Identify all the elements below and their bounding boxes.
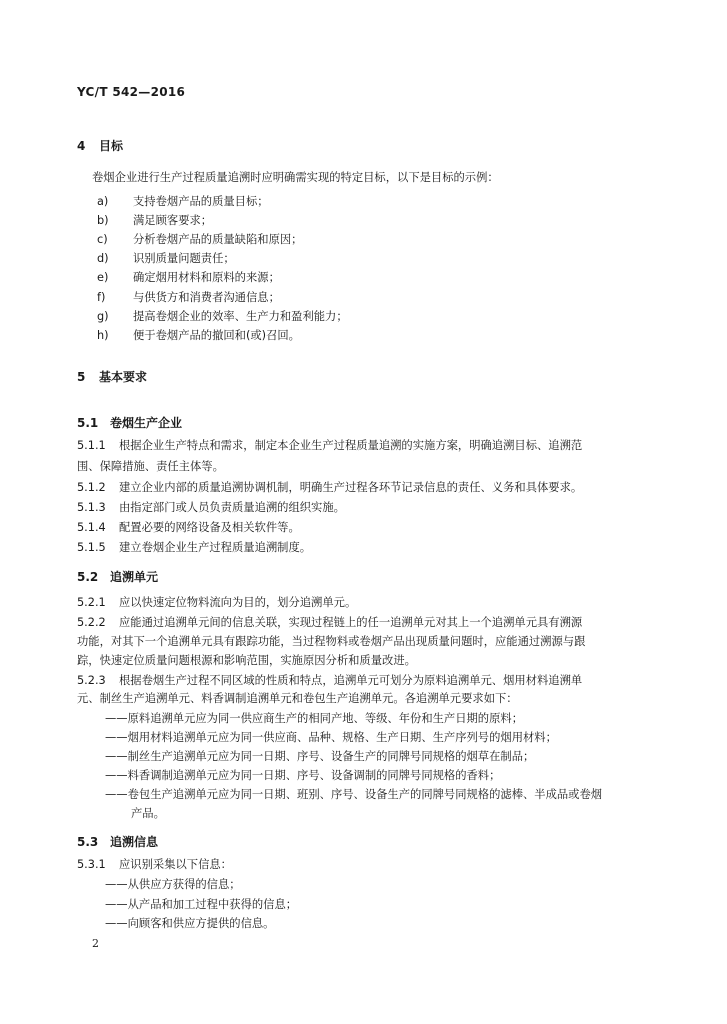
clause-number: 5.1.1 — [77, 439, 106, 452]
dash-item: ——料香调制追溯单元应为同一日期、序号、设备调制的同牌号同规格的香料； — [105, 769, 501, 782]
list-item-label: d) — [97, 252, 109, 265]
clause-number: 5.2.1 — [77, 596, 106, 609]
clause-text: 建立卷烟企业生产过程质量追溯制度。 — [119, 541, 312, 554]
list-item-text: 提高卷烟企业的效率、生产力和盈利能力； — [133, 310, 348, 323]
standard-code: YC/T 542—2016 — [77, 85, 186, 99]
section-title: 目标 — [99, 139, 124, 153]
section-number: 4 — [77, 139, 86, 153]
page-number: 2 — [92, 937, 99, 950]
clause-text: 应能通过追溯单元间的信息关联，实现过程链上的任一追溯单元对其上一个追溯单元具有溯源 — [119, 616, 583, 629]
section-4-intro: 卷烟企业进行生产过程质量追溯时应明确需实现的特定目标，以下是目标的示例： — [92, 171, 499, 184]
list-item-label: a) — [97, 195, 109, 208]
list-item-label: b) — [97, 214, 109, 227]
list-item-label: g) — [97, 310, 109, 323]
clause-text: 根据卷烟生产过程不同区域的性质和特点，追溯单元可划分为原料追溯单元、烟用材料追溯单 — [119, 674, 583, 687]
dash-item: ——原料追溯单元应为同一供应商生产的相同产地、等级、年份和生产日期的原料； — [105, 712, 523, 725]
list-item-text: 与供货方和消费者沟通信息； — [133, 291, 280, 304]
clause-text: 应以快速定位物料流向为目的，划分追溯单元。 — [119, 596, 357, 609]
list-item-label: e) — [97, 271, 109, 284]
section-5-1-heading — [77, 414, 182, 431]
list-item — [97, 194, 269, 210]
list-item — [97, 251, 235, 267]
list-item-text: 支持卷烟产品的质量目标； — [133, 195, 269, 208]
section-title: 追溯信息 — [110, 835, 159, 849]
clause — [77, 438, 582, 454]
section-4-heading — [77, 137, 123, 154]
section-title: 追溯单元 — [110, 570, 159, 584]
clause — [77, 480, 582, 496]
list-item — [97, 213, 212, 229]
clause-number: 5.1.3 — [77, 501, 106, 514]
list-item-label: f) — [97, 291, 106, 304]
dash-item: ——从产品和加工过程中获得的信息； — [105, 898, 298, 911]
list-item-text: 便于卷烟产品的撤回和(或)召回。 — [133, 329, 300, 342]
list-item-label: h) — [97, 329, 109, 342]
list-item-text: 识别质量问题责任； — [133, 252, 235, 265]
list-item — [97, 290, 280, 306]
clause-number: 5.1.5 — [77, 541, 106, 554]
list-item — [97, 309, 348, 325]
clause-number: 5.2.3 — [77, 674, 106, 687]
dash-item: ——向顾客和供应方提供的信息。 — [105, 917, 275, 930]
clause-continuation: 功能，对其下一个追溯单元具有跟踪功能，当过程物料或卷烟产品出现质量问题时，应能通过溯源与跟 — [77, 635, 586, 648]
clause — [77, 595, 356, 611]
list-item-label: c) — [97, 233, 108, 246]
clause — [77, 500, 345, 516]
clause-continuation: 元、制丝生产追溯单元、料香调制追溯单元和卷包生产追溯单元。各追溯单元要求如下： — [77, 692, 518, 705]
list-item — [97, 232, 302, 248]
clause — [77, 615, 582, 631]
section-number: 5.2 — [77, 570, 99, 584]
clause-text: 建立企业内部的质量追溯协调机制，明确生产过程各环节记录信息的责任、义务和具体要求。 — [119, 481, 583, 494]
dash-item: ——制丝生产追溯单元应为同一日期、序号、设备生产的同牌号同规格的烟草在制品； — [105, 750, 535, 763]
clause-number: 5.2.2 — [77, 616, 106, 629]
section-5-3-heading — [77, 833, 158, 850]
clause-text: 由指定部门或人员负责质量追溯的组织实施。 — [119, 501, 345, 514]
list-item — [97, 328, 300, 344]
dash-item-continuation: 产品。 — [131, 807, 165, 820]
clause-5-3-1 — [77, 857, 232, 873]
section-5-heading — [77, 368, 147, 385]
clause-text: 根据企业生产特点和需求，制定本企业生产过程质量追溯的实施方案，明确追溯目标、追溯范 — [119, 439, 583, 452]
list-item-text: 满足顾客要求； — [133, 214, 213, 227]
clause — [77, 673, 582, 689]
clause-text: 配置必要的网络设备及相关软件等。 — [119, 521, 300, 534]
clause — [77, 520, 300, 536]
clause-number: 5.3.1 — [77, 858, 106, 871]
section-5-2-heading — [77, 568, 158, 585]
clause-number: 5.1.2 — [77, 481, 106, 494]
clause-text: 应识别采集以下信息： — [119, 858, 232, 871]
dash-item: ——从供应方获得的信息； — [105, 878, 241, 891]
section-number: 5 — [77, 370, 86, 384]
section-title: 卷烟生产企业 — [110, 416, 183, 430]
list-item-text: 分析卷烟产品的质量缺陷和原因； — [133, 233, 303, 246]
section-title: 基本要求 — [99, 370, 148, 384]
section-number: 5.1 — [77, 416, 99, 430]
clause-continuation: 围、保障措施、责任主体等。 — [77, 460, 224, 473]
clause — [77, 540, 311, 556]
clause-number: 5.1.4 — [77, 521, 106, 534]
dash-item: ——卷包生产追溯单元应为同一日期、班别、序号、设备生产的同牌号同规格的滤棒、半成品或卷烟 — [105, 788, 603, 801]
section-number: 5.3 — [77, 835, 99, 849]
dash-item: ——烟用材料追溯单元应为同一供应商、品种、规格、生产日期、生产序列号的烟用材料； — [105, 731, 557, 744]
list-item — [97, 270, 280, 286]
clause-continuation: 踪，快速定位质量问题根源和影响范围，实施原因分析和质量改进。 — [77, 654, 416, 667]
list-item-text: 确定烟用材料和原料的来源； — [133, 271, 280, 284]
